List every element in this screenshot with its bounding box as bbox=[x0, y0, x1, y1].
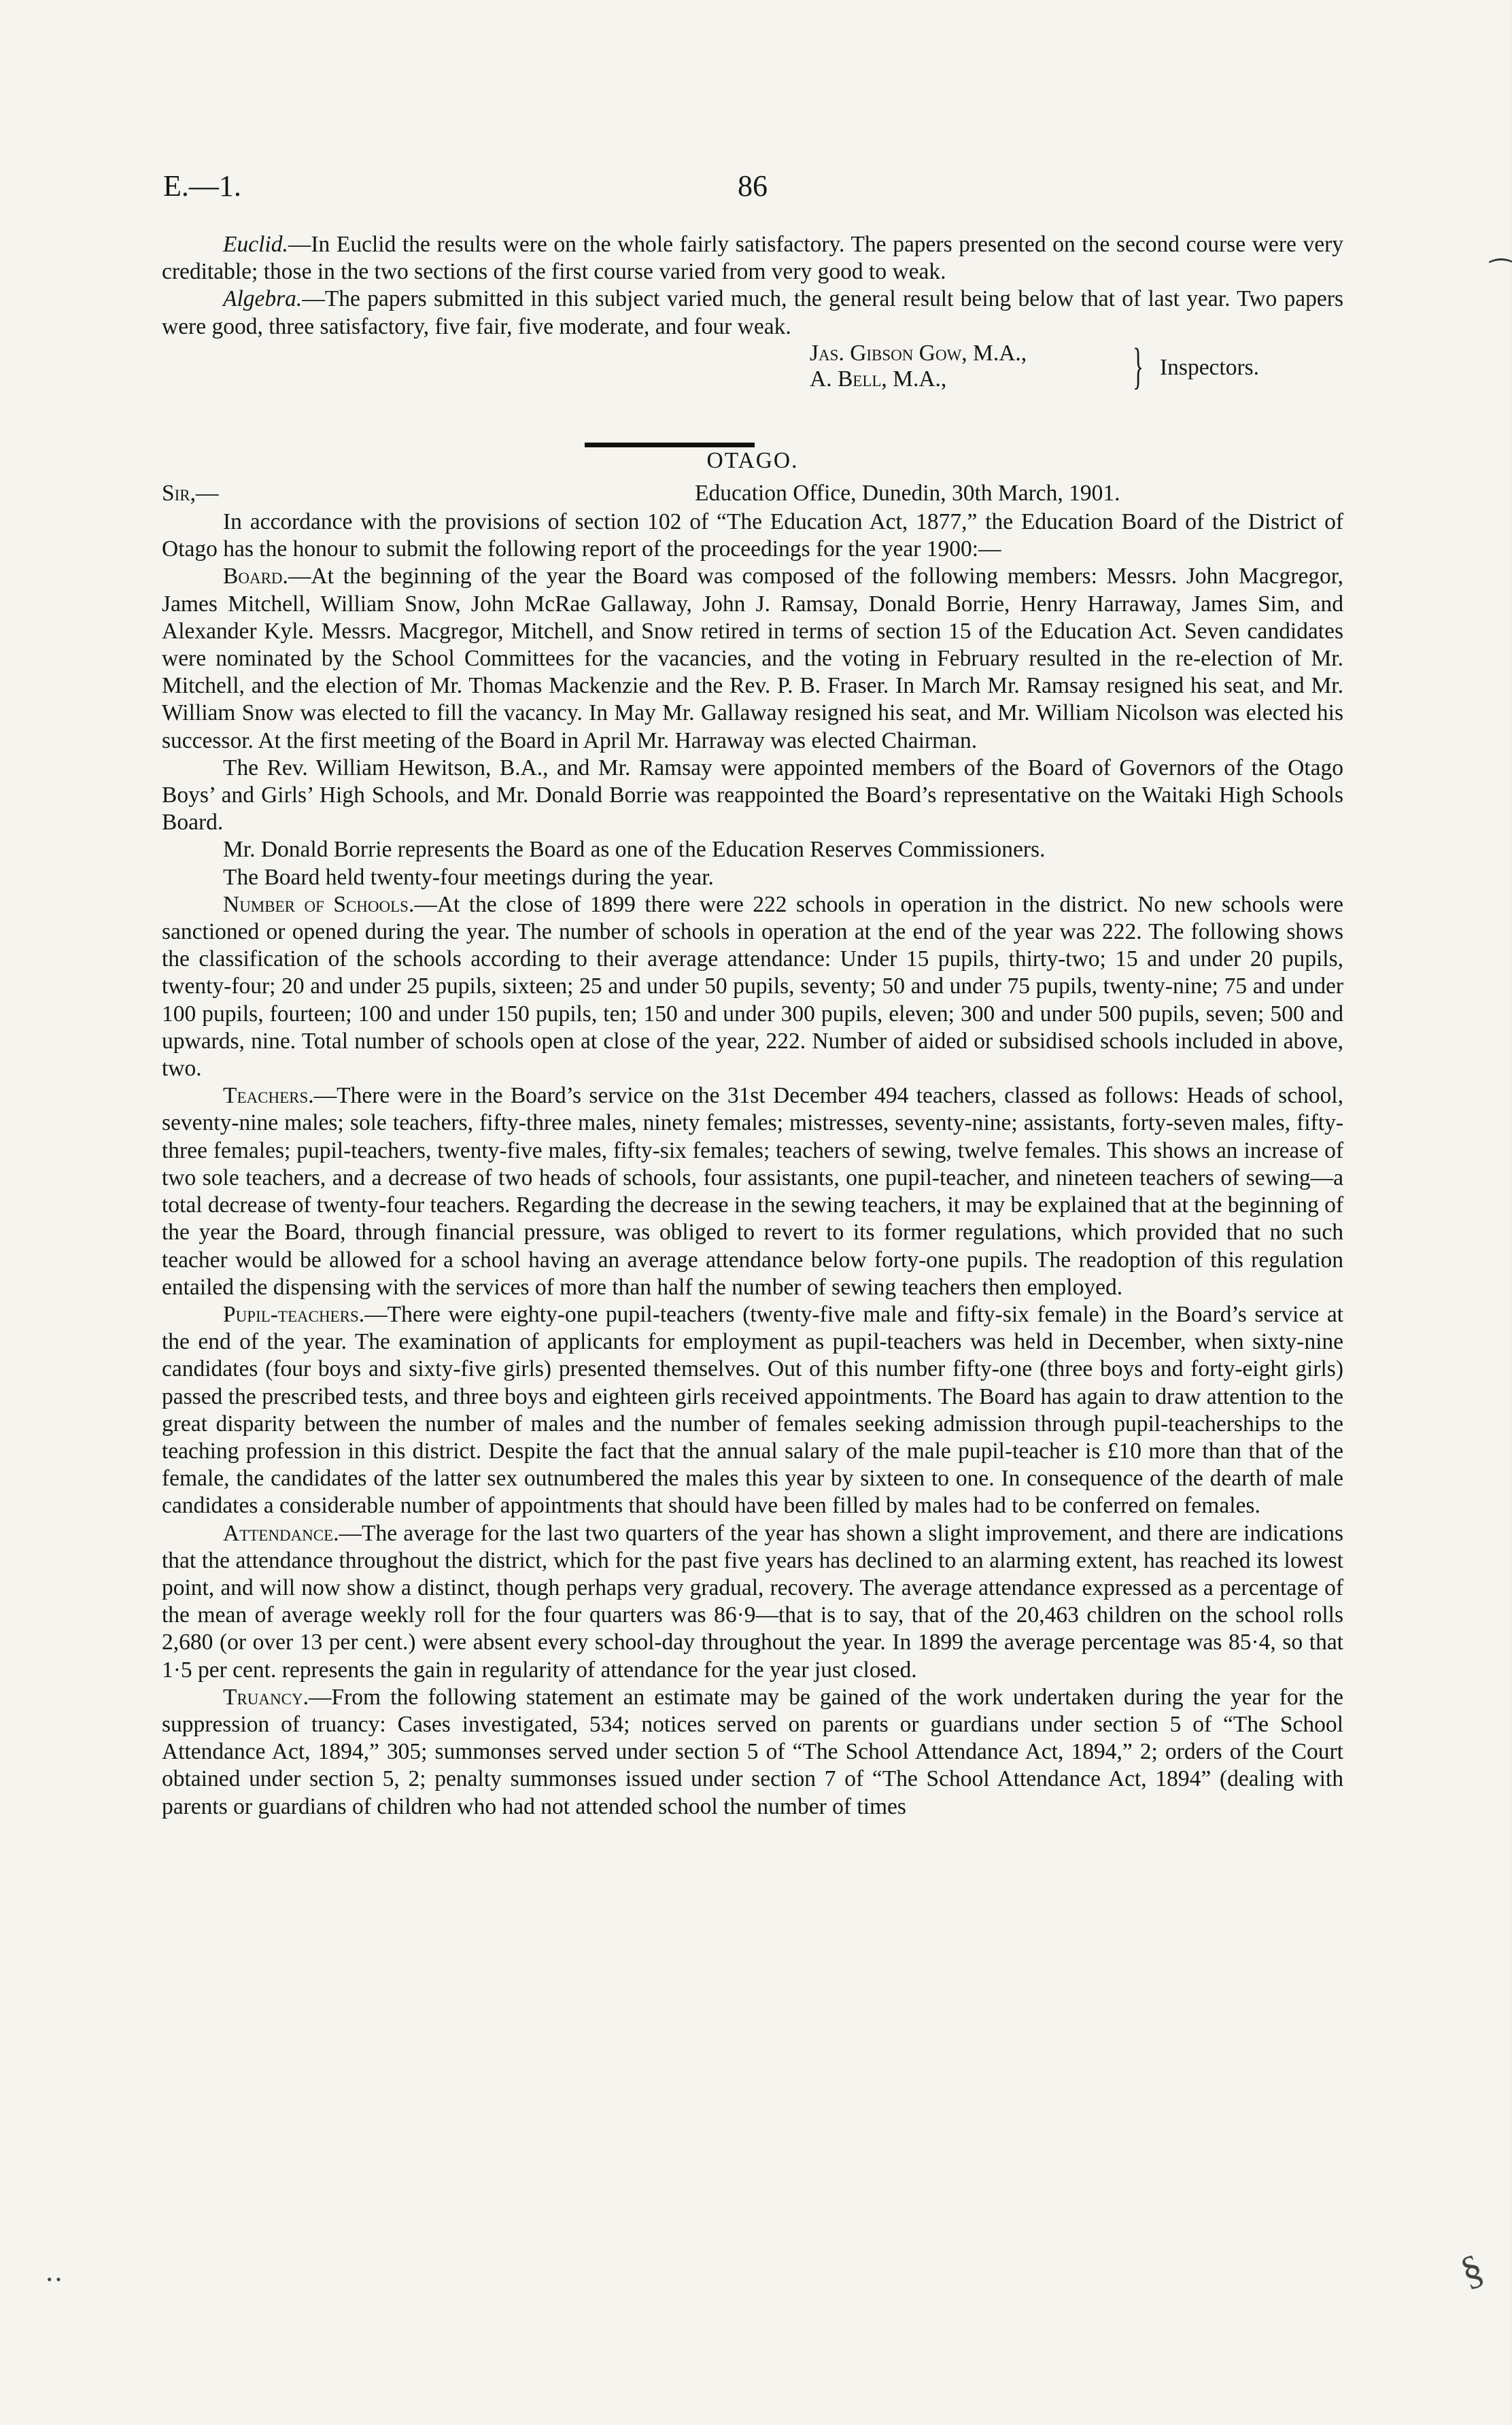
truancy-heading: Truancy. bbox=[223, 1684, 309, 1710]
attendance-paragraph bbox=[162, 1520, 1343, 1684]
report-title: OTAGO. bbox=[706, 447, 799, 473]
dateline-text: Education Office, Dunedin, 30th March, 1901. bbox=[695, 481, 1120, 506]
algebra-heading: Algebra. bbox=[223, 286, 303, 312]
running-head bbox=[163, 169, 1346, 212]
section-divider bbox=[585, 443, 755, 447]
board-heading: Board. bbox=[223, 564, 288, 589]
board-reserves-paragraph: Mr. Donald Borrie represents the Board as one of the Education Reserves Commissioners. bbox=[223, 837, 1046, 863]
euclid-heading: Euclid. bbox=[223, 232, 288, 257]
board-governors-paragraph: The Rev. William Hewitson, B.A., and Mr. Ramsay were appointed members of the Board of Governors of the Otago Boys’ and Girls’ High Schools, and Mr. Donald Borrie was reappointed the Board’s representative on the Waitaki High Schools Board. bbox=[162, 755, 1343, 836]
intro-paragraph: In accordance with the provisions of section 102 of “The Education Act, 1877,” the Education Board of the District of Otago has the honour to submit the following report of the proceedings for the year 1900:— bbox=[162, 509, 1343, 562]
signature-brace: } bbox=[1133, 338, 1144, 394]
pupil-teachers-paragraph bbox=[162, 1301, 1343, 1520]
algebra-paragraph bbox=[162, 286, 1343, 340]
euclid-text: —In Euclid the results were on the whole fairly satisfactory. The papers presented on the second course were very creditable; those in the two sections of the first course varied from very good to weak. bbox=[162, 232, 1343, 285]
algebra-text: —The papers submitted in this subject varied much, the general result being below that of last year. Two papers were good, three satisfactory, five fair, five moderate, and four weak. bbox=[162, 286, 1343, 339]
truancy-text: —From the following statement an estimate may be gained of the work undertaken during the year for the suppression of truancy: Cases investigated, 534; notices served on parents or guardians under section 5 of “The School Attendance Act, 1894,” 305; summonses served under section 5 of “The School Attendance Act, 1894,” 2; orders of the Court obtained under section 5, 2; penalty summonses issued under section 7 of “The School Attendance Act, 1894” (dealing with parents or guardians of children who had not attended school the number of times bbox=[162, 1684, 1343, 1819]
inspector-names bbox=[810, 341, 1027, 392]
inspector-gow: Jas. Gibson Gow, M.A., bbox=[810, 340, 1027, 366]
margin-scribble-icon: § bbox=[1454, 2245, 1490, 2295]
report-dateline bbox=[162, 480, 1343, 509]
schools-text: —At the close of 1899 there were 222 schools in operation in the district. No new schools were sanctioned or opened during the year. The number of schools in operation at the end of the year was 222. The following shows the classification of the schools according to their average attendance: Under 15 pupils, thirty-two; 15 and under 20 pupils, twenty-four; 20 and under 25 pupils, sixteen; 25 and under 50 pupils, seventy; 50 and under 75 pupils, twenty-nine; 75 and under 100 pupils, fourteen; 100 and under 150 pupils, ten; 150 and under 300 pupils, eleven; 300 and under 500 pupils, seven; 500 and upwards, nine. Total number of schools open at close of the year, 222. Number of aided or subsidised schools included in above, two. bbox=[162, 891, 1343, 1082]
pupil-teachers-heading: Pupil-teachers. bbox=[223, 1301, 365, 1327]
schools-paragraph bbox=[162, 891, 1343, 1082]
salutation: Sir,— bbox=[162, 481, 219, 506]
euclid-paragraph bbox=[162, 231, 1343, 286]
page-number: 86 bbox=[738, 169, 768, 203]
teachers-paragraph bbox=[162, 1082, 1343, 1301]
attendance-heading: Attendance. bbox=[223, 1520, 339, 1546]
board-meetings-paragraph: The Board held twenty-four meetings during the year. bbox=[223, 864, 714, 890]
truancy-paragraph bbox=[162, 1684, 1343, 1821]
schools-heading: Number of Schools. bbox=[223, 891, 415, 917]
margin-mark-icon: ⁀ bbox=[1490, 259, 1512, 290]
inspectors-signature bbox=[162, 338, 1343, 400]
signature-role: Inspectors. bbox=[1160, 354, 1260, 380]
document-body bbox=[162, 231, 1343, 1821]
teachers-text: —There were in the Board’s service on the 31st December 494 teachers, classed as follows: Heads of school, seventy-nine males; sole teachers, fifty-three males, ninety females; mistresses, seventy-nine; assistants, forty-seven males, fifty-three females; pupil-teachers, twenty-five males, fifty-six females; teachers of sewing, twelve females. This shows an increase of two sole teachers, and a decrease of two heads of schools, four assistants, one pupil-teacher, and nineteen teachers of sewing—a total decrease of twenty-four teachers. Regarding the decrease in the sewing teachers, it may be explained that at the beginning of the year the Board, through financial pressure, was obliged to revert to its former regulations, which provided that no such teacher would be allowed for a school having an average attendance below forty-one pupils. The readoption of this regulation entailed the dispensing with the services of more than half the number of sewing teachers then employed. bbox=[162, 1083, 1343, 1300]
board-paragraph bbox=[162, 563, 1343, 754]
inspector-bell: A. Bell, M.A., bbox=[810, 366, 947, 392]
document-reference: E.—1. bbox=[163, 169, 241, 203]
pupil-teachers-text: —There were eighty-one pupil-teachers (twenty-five male and fifty-six female) in the Board’s service at the end of the year. The examination of applicants for employment as pupil-teachers was held in December, when sixty-nine candidates (four boys and sixty-five girls) presented themselves. Out of this number fifty-one (three boys and forty-eight girls) passed the prescribed tests, and three boys and eighteen girls received appointments. The Board has again to draw attention to the great disparity between the number of males and the number of females seeking admission through pupil-teacherships to the teaching profession in this district. Despite the fact that the annual salary of the male pupil-teacher is £10 more than that of the female, the candidates of the latter sex outnumbered the males this year by sixteen to one. In consequence of the dearth of male candidates a considerable number of appointments that should have been filled by males had to be conferred on females. bbox=[162, 1301, 1343, 1519]
margin-dot-icon: ‥ bbox=[45, 2256, 63, 2287]
board-text: —At the beginning of the year the Board was composed of the following members: Messrs. John Macgregor, James Mitchell, William Snow, John McRae Gallaway, John J. Ramsay, Donald Borrie, Henry Harraway, James Sim, and Alexander Kyle. Messrs. Macgregor, Mitchell, and Snow retired in terms of section 15 of the Education Act. Seven candidates were nominated by the School Committees for the vacancies, and the voting in February resulted in the re-election of Mr. Mitchell, and the election of Mr. Thomas Mackenzie and the Rev. P. B. Fraser. In March Mr. Ramsay resigned his seat, and Mr. William Snow was elected to fill the vacancy. In May Mr. Gallaway resigned his seat, and Mr. William Nicolson was elected his successor. At the first meeting of the Board in April Mr. Harraway was elected Chairman. bbox=[162, 564, 1343, 753]
attendance-text: —The average for the last two quarters of the year has shown a slight improvement, and there are indications that the attendance throughout the district, which for the past five years has declined to an alarming extent, has reached its lowest point, and will now show a distinct, though perhaps very gradual, recovery. The average attendance expressed as a percentage of the mean of average weekly roll for the four quarters was 86·9—that is to say, that of the 20,463 children on the school rolls 2,680 (or over 13 per cent.) were absent every school-day throughout the year. In 1899 the average percentage was 85·4, so that 1·5 per cent. represents the gain in regularity of attendance for the year just closed. bbox=[162, 1520, 1343, 1683]
teachers-heading: Teachers. bbox=[223, 1083, 314, 1109]
